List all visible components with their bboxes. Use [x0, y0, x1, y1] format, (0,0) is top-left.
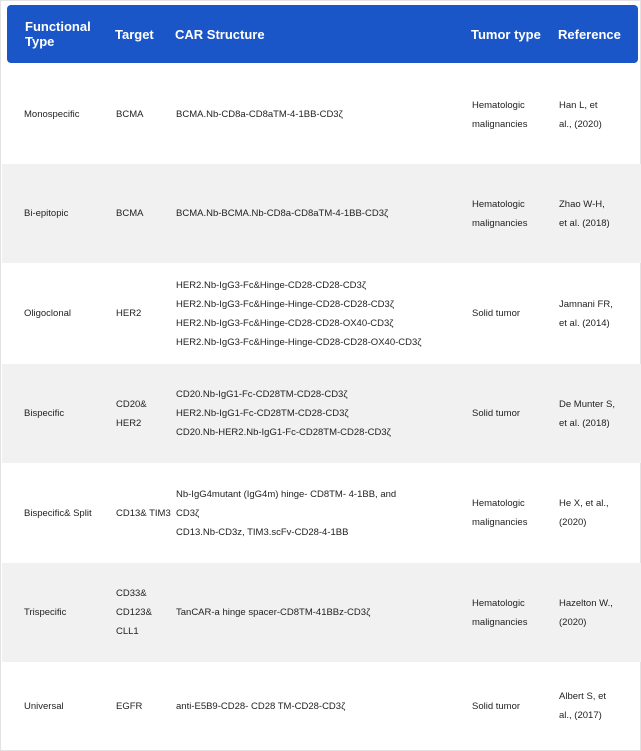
- car-structure-cell: [176, 563, 468, 662]
- header-functional-type: Functional Type: [25, 19, 91, 49]
- target-cell: CD20& HER2: [116, 398, 147, 429]
- tumor-type-line: Solid tumor: [472, 408, 521, 419]
- table-row: [2, 263, 641, 364]
- target-cell: CD33& CD123& CLL1: [116, 588, 152, 637]
- car-structure-cell: [176, 463, 468, 563]
- car-structure-line: HER2.Nb-IgG3-Fc&Hinge-CD28-CD28-OX40-CD3ζ: [176, 317, 394, 329]
- reference-cell: [559, 364, 637, 463]
- functional-type-cell: Universal: [24, 700, 64, 712]
- tumor-type-line: malignancies: [472, 616, 528, 628]
- tumor-type-cell: [472, 164, 558, 263]
- functional-type-cell: Bi-epitopic: [24, 208, 69, 219]
- table-header: [7, 5, 638, 63]
- reference-line: Albert S, et: [559, 691, 606, 702]
- car-structure-line: Nb-IgG4mutant (IgG4m) hinge- CD8TM- 4-1BB, and: [176, 488, 397, 500]
- functional-type-cell: Oligoclonal: [24, 308, 71, 319]
- reference-line: Hazelton W.,: [559, 597, 613, 609]
- reference-cell: [559, 164, 637, 263]
- header-target: Target: [115, 26, 154, 42]
- car-structure-line: anti-E5B9-CD28- CD28 TM-CD28-CD3ζ: [176, 700, 346, 712]
- car-structure-line: HER2.Nb-IgG3-Fc&Hinge-CD28-CD28-CD3ζ: [176, 279, 367, 291]
- target-cell: BCMA: [116, 208, 144, 219]
- target-cell: EGFR: [116, 700, 143, 712]
- reference-cell: [559, 662, 637, 750]
- functional-type-cell: Bispecific: [24, 408, 65, 419]
- tumor-type-line: Hematologic: [472, 198, 525, 210]
- car-structure-line: CD3ζ: [176, 507, 200, 519]
- car-structure-line: HER2.Nb-IgG3-Fc&Hinge-Hinge-CD28-CD28-OX40-CD3ζ: [176, 336, 422, 348]
- reference-line: De Munter S,: [559, 398, 615, 410]
- tumor-type-cell: [472, 463, 558, 563]
- car-structure-cell: [176, 263, 468, 364]
- car-structure-cell: [176, 164, 468, 263]
- reference-line: (2020): [559, 517, 587, 528]
- car-structure-line: CD20.Nb-IgG1-Fc-CD28TM-CD28-CD3ζ: [176, 389, 348, 400]
- functional-type-cell: Monospecific: [24, 109, 80, 120]
- functional-type-cell: Bispecific& Split: [24, 507, 92, 519]
- table-row: [2, 662, 641, 750]
- reference-line: Jamnani FR,: [559, 298, 613, 310]
- target-cell: CD13& TIM3: [116, 507, 171, 519]
- table-row: [2, 65, 641, 164]
- reference-line: al., (2017): [559, 710, 602, 721]
- header-car-structure: CAR Structure: [175, 26, 265, 42]
- reference-cell: [559, 263, 637, 364]
- target-cell: HER2: [116, 308, 142, 319]
- car-structure-line: BCMA.Nb-BCMA.Nb-CD8a-CD8aTM-4-1BB-CD3ζ: [176, 208, 389, 219]
- table-row: [2, 563, 641, 662]
- header-reference: Reference: [558, 26, 621, 42]
- car-structure-line: CD13.Nb-CD3z, TIM3.scFv-CD28-4-1BB: [176, 526, 349, 538]
- table-row: [2, 164, 641, 263]
- tumor-type-line: Hematologic: [472, 498, 525, 509]
- tumor-type-cell: [472, 263, 558, 364]
- car-structure-line: HER2.Nb-IgG1-Fc-CD28TM-CD28-CD3ζ: [176, 408, 349, 419]
- tumor-type-cell: [472, 563, 558, 662]
- tumor-type-cell: [472, 364, 558, 463]
- car-structure-line: TanCAR-a hinge spacer-CD8TM-41BBz-CD3ζ: [176, 607, 371, 618]
- car-structure-line: BCMA.Nb-CD8a-CD8aTM-4-1BB-CD3ζ: [176, 109, 343, 120]
- tumor-type-line: Solid tumor: [472, 700, 521, 712]
- tumor-type-line: Hematologic: [472, 99, 525, 111]
- tumor-type-line: Hematologic: [472, 597, 525, 609]
- reference-line: et al. (2014): [559, 317, 610, 329]
- car-structure-cell: [176, 364, 468, 463]
- header-tumor-type: Tumor type: [471, 26, 541, 42]
- reference-cell: [559, 65, 637, 164]
- reference-line: (2020): [559, 616, 587, 628]
- tumor-type-line: malignancies: [472, 118, 528, 130]
- reference-line: et al. (2018): [559, 217, 610, 229]
- table-row: [2, 364, 641, 463]
- car-structure-line: CD20.Nb-HER2.Nb-IgG1-Fc-CD28TM-CD28-CD3ζ: [176, 427, 391, 438]
- tumor-type-cell: [472, 662, 558, 750]
- tumor-type-cell: [472, 65, 558, 164]
- reference-line: Zhao W-H,: [559, 198, 605, 210]
- reference-line: Han L, et: [559, 99, 598, 111]
- reference-line: et al. (2018): [559, 417, 610, 429]
- tumor-type-line: Solid tumor: [472, 308, 521, 319]
- functional-type-cell: Trispecific: [24, 607, 67, 618]
- car-structure-cell: [176, 65, 468, 164]
- tumor-type-line: malignancies: [472, 217, 528, 229]
- tumor-type-line: malignancies: [472, 517, 528, 528]
- reference-line: He X, et al.,: [559, 498, 609, 509]
- reference-cell: [559, 463, 637, 563]
- reference-line: al., (2020): [559, 118, 602, 130]
- reference-cell: [559, 563, 637, 662]
- target-cell: BCMA: [116, 109, 144, 120]
- car-structure-cell: [176, 662, 468, 750]
- car-structure-line: HER2.Nb-IgG3-Fc&Hinge-Hinge-CD28-CD28-CD3ζ: [176, 298, 395, 310]
- table-row: [2, 463, 641, 563]
